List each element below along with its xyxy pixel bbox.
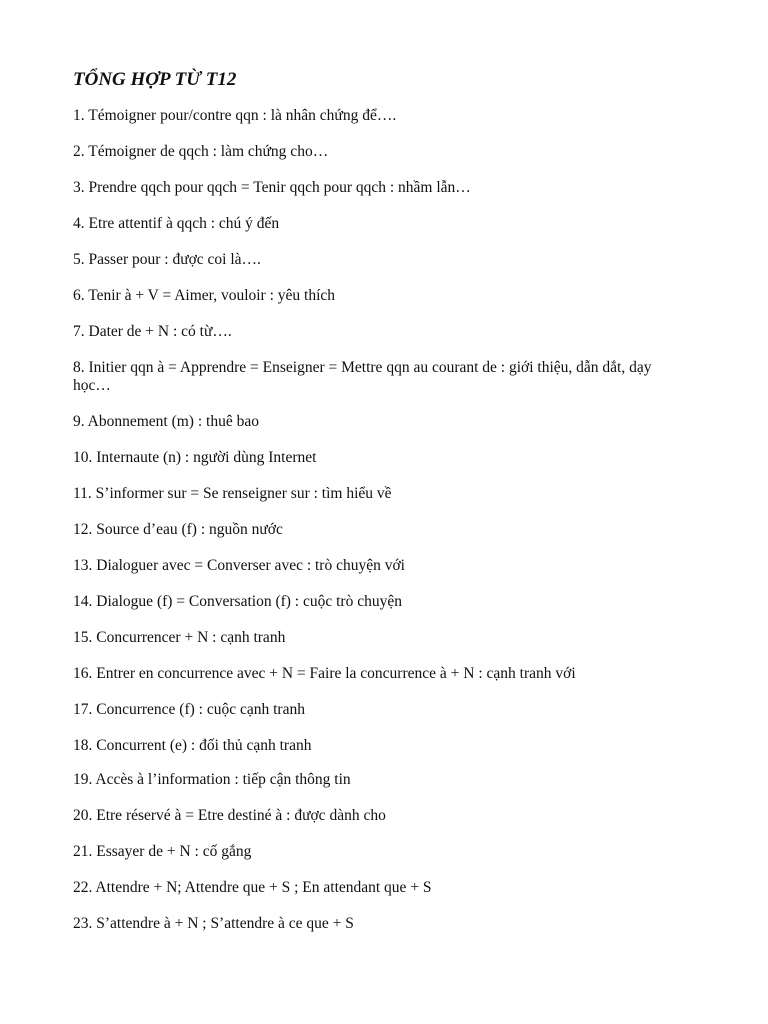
list-item: 23. S’attendre à + N ; S’attendre à ce que + S	[73, 915, 354, 932]
list-item: 7. Dater de + N : có từ….	[73, 323, 232, 340]
list-item: 12. Source d’eau (f) : nguồn nước	[73, 521, 283, 538]
list-item: 19. Accès à l’information : tiếp cận thông tin	[73, 771, 351, 788]
list-item: 17. Concurrence (f) : cuộc cạnh tranh	[73, 701, 305, 718]
list-item: 16. Entrer en concurrence avec + N = Faire la concurrence à + N : cạnh tranh với	[73, 665, 576, 682]
list-item: 11. S’informer sur = Se renseigner sur : tìm hiểu về	[73, 485, 392, 502]
list-item: 2. Témoigner de qqch : làm chứng cho…	[73, 143, 329, 160]
list-item: 8. Initier qqn à = Apprendre = Enseigner = Mettre qqn au courant de : giới thiệu, dẫn dắt, dạy học…	[73, 359, 652, 394]
list-item: 9. Abonnement (m) : thuê bao	[73, 413, 259, 430]
list-item: 18. Concurrent (e) : đối thủ cạnh tranh	[73, 737, 312, 754]
list-item: 1. Témoigner pour/contre qqn : là nhân chứng để….	[73, 107, 397, 124]
list-item: 21. Essayer de + N : cố gắng	[73, 843, 252, 860]
list-item: 20. Etre réservé à = Etre destiné à : được dành cho	[73, 807, 386, 824]
list-item: 10. Internaute (n) : người dùng Internet	[73, 449, 317, 466]
list-item: 15. Concurrencer + N : cạnh tranh	[73, 629, 286, 646]
vocabulary-list	[73, 107, 693, 933]
list-item: 22. Attendre + N; Attendre que + S ; En attendant que + S	[73, 879, 432, 896]
list-item: 4. Etre attentif à qqch : chú ý đến	[73, 215, 280, 232]
list-item: 14. Dialogue (f) = Conversation (f) : cuộc trò chuyện	[73, 593, 402, 610]
document-title: TỔNG HỢP TỪ T12	[73, 69, 237, 90]
list-item: 6. Tenir à + V = Aimer, vouloir : yêu thích	[73, 287, 336, 304]
list-item: 5. Passer pour : được coi là….	[73, 251, 261, 268]
list-item: 13. Dialoguer avec = Converser avec : trò chuyện với	[73, 557, 405, 574]
document-page	[73, 68, 693, 951]
list-item: 3. Prendre qqch pour qqch = Tenir qqch pour qqch : nhầm lẫn…	[73, 179, 471, 196]
